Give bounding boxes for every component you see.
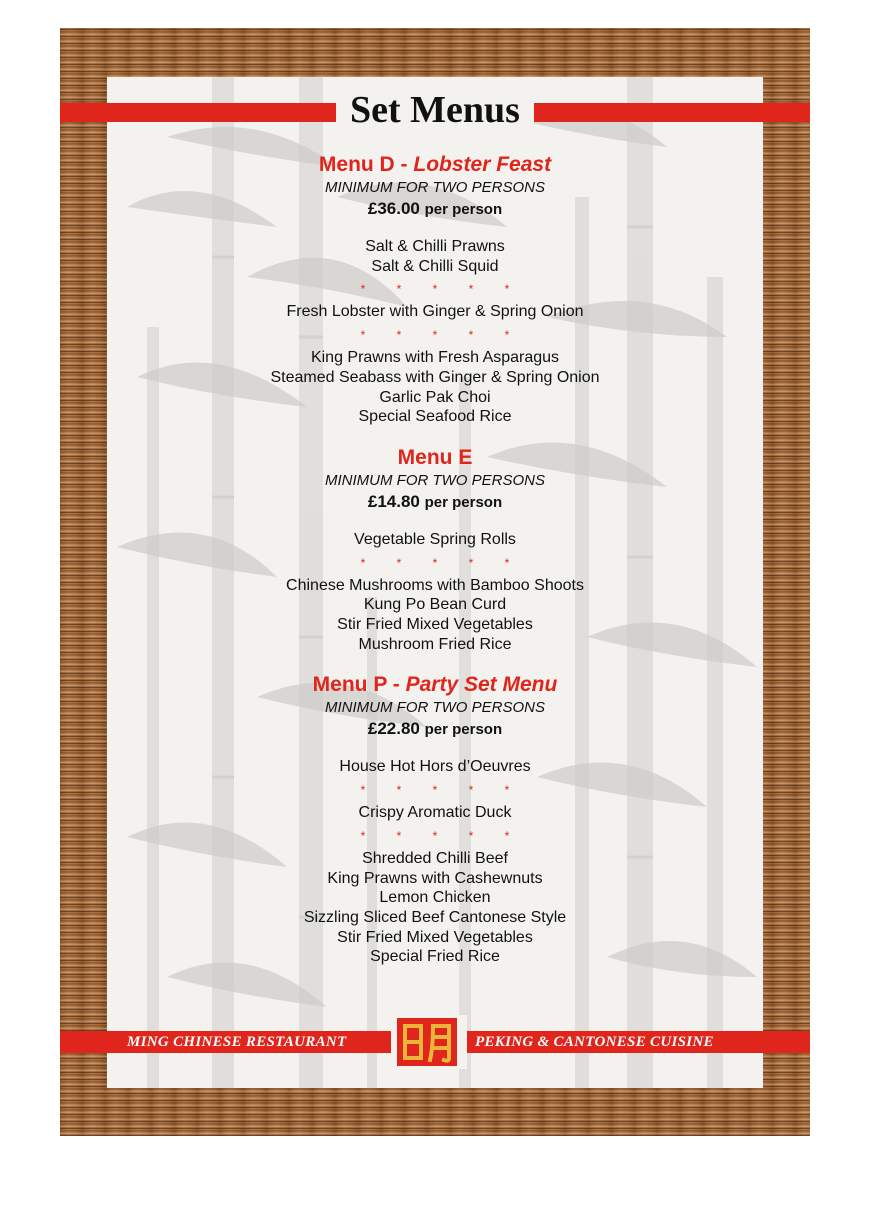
- dish-item: Stir Fried Mixed Vegetables: [337, 616, 533, 634]
- dish-item: Steamed Seabass with Ginger & Spring Onion: [270, 368, 600, 386]
- dish-item: Shredded Chilli Beef: [362, 849, 508, 867]
- menu-e-price-unit: per person: [424, 493, 503, 511]
- course-separator: * * * * *: [360, 328, 524, 343]
- menu-p-price-amount: £22.80: [367, 719, 420, 739]
- restaurant-name: MING CHINESE RESTAURANT: [127, 1034, 347, 1050]
- menu-e-heading: [107, 443, 763, 473]
- course-separator: * * * * *: [360, 828, 524, 843]
- menu-e-price-amount: £14.80: [367, 491, 420, 511]
- dish-item: Sizzling Sliced Beef Cantonese Style: [303, 908, 567, 926]
- dish-item: Garlic Pak Choi: [379, 388, 491, 406]
- dish-item: Lemon Chicken: [379, 889, 491, 907]
- menu-d-name: Menu D -: [318, 153, 414, 176]
- dish-item: Mushroom Fried Rice: [358, 635, 512, 653]
- section-gap: [107, 654, 763, 670]
- menu-p-section: [107, 670, 763, 967]
- dish-item: Stir Fried Mixed Vegetables: [337, 928, 533, 946]
- cuisine-tagline: PEKING & CANTONESE CUISINE: [475, 1034, 714, 1050]
- dish-item: King Prawns with Cashewnuts: [327, 869, 543, 887]
- menu-d-heading: [107, 150, 763, 180]
- menu-p-name: Menu P -: [312, 673, 406, 697]
- dish-item: Salt & Chilli Prawns: [365, 238, 505, 255]
- dish-item: King Prawns with Fresh Asparagus: [310, 349, 560, 367]
- dish-item: Kung Po Bean Curd: [363, 596, 507, 614]
- dish-item: Special Seafood Rice: [358, 408, 512, 426]
- menu-content: [107, 150, 763, 967]
- logo-box: [391, 1015, 467, 1069]
- menu-e-name: Menu E: [397, 445, 473, 469]
- section-gap: [107, 427, 763, 443]
- dish-item: Crispy Aromatic Duck: [358, 804, 512, 822]
- menu-e-section: [107, 443, 763, 655]
- menu-d-price-amount: £36.00: [367, 199, 420, 218]
- menu-d-price: [107, 196, 763, 223]
- dish-item: Special Fried Rice: [370, 948, 500, 966]
- menu-p-price: [107, 716, 763, 743]
- menu-p-price-unit: per person: [424, 721, 503, 739]
- page-title: Set Menus: [350, 89, 520, 131]
- title-box: [336, 86, 534, 134]
- menu-p-heading: [107, 670, 763, 700]
- menu-d-minimum: MINIMUM FOR TWO PERSONS: [325, 179, 545, 196]
- course-separator: * * * * *: [360, 783, 524, 798]
- dish-item: Chinese Mushrooms with Bamboo Shoots: [286, 576, 584, 594]
- ming-character-logo-icon: [397, 1018, 457, 1066]
- dish-item: Salt & Chilli Squid: [371, 257, 499, 275]
- dish-item: Vegetable Spring Rolls: [354, 530, 516, 548]
- dish-item: Fresh Lobster with Ginger & Spring Onion: [286, 303, 584, 321]
- dish-item: House Hot Hors d’Oeuvres: [339, 758, 531, 776]
- menu-e-minimum: MINIMUM FOR TWO PERSONS: [325, 471, 545, 489]
- menu-p-minimum: MINIMUM FOR TWO PERSONS: [325, 699, 545, 717]
- course-separator: * * * * *: [360, 282, 524, 297]
- menu-d-section: [107, 150, 763, 427]
- menu-e-price: [107, 489, 763, 516]
- menu-d-price-unit: per person: [424, 201, 503, 218]
- menu-d-subtitle: Lobster Feast: [413, 153, 552, 176]
- menu-p-subtitle: Party Set Menu: [405, 673, 558, 697]
- course-separator: * * * * *: [360, 555, 524, 570]
